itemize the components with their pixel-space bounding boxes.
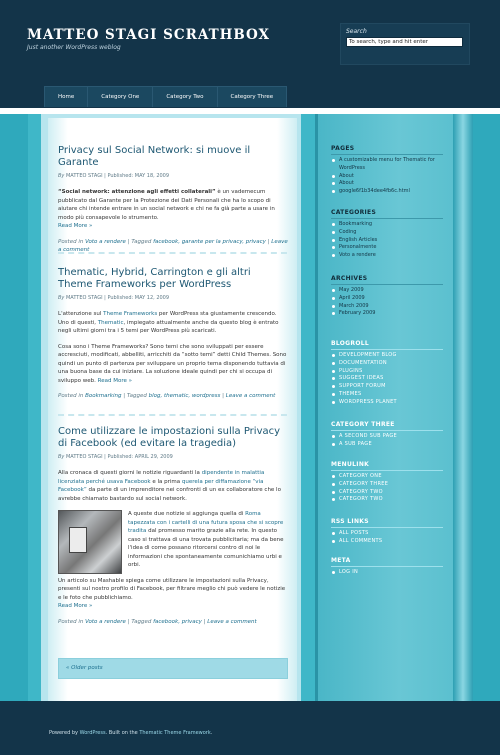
bg-stripe <box>28 114 41 701</box>
read-more-link[interactable]: Read More » <box>58 223 93 229</box>
sidebar-item[interactable]: April 2009 <box>331 295 443 303</box>
leave-comment-link[interactable]: Leave a comment <box>225 393 276 399</box>
sidebar-item[interactable]: Personalmente <box>331 244 443 252</box>
sidebar-item[interactable]: LOG IN <box>331 569 443 577</box>
category-link[interactable]: Voto a rendere <box>85 618 126 625</box>
older-posts-link[interactable]: « Older posts <box>66 665 103 671</box>
read-more-link[interactable]: Read More » <box>58 603 93 609</box>
post <box>58 426 288 626</box>
inline-link[interactable]: Thematic <box>97 319 124 326</box>
sidebar-item[interactable]: Coding <box>331 229 443 237</box>
sidebar-item[interactable]: CATEGORY THREE <box>331 481 443 489</box>
widget-title: RSS LINKS <box>331 518 369 525</box>
sidebar-item[interactable]: SUPPORT FORUM <box>331 383 443 391</box>
sidebar <box>318 114 453 701</box>
footer-credit: Powered by WordPress. Built on the Thematic Theme Framework. <box>49 730 213 736</box>
bg-stripe <box>301 114 315 701</box>
post-meta: By MATTEO STAGI | Published: APRIL 29, 2009 <box>58 454 173 460</box>
categories-list <box>331 221 443 260</box>
sidebar-item[interactable]: A customizable menu for Thematic for WordPress <box>331 157 443 173</box>
meta-list <box>331 569 443 577</box>
sidebar-item[interactable]: CATEGORY ONE <box>331 473 443 481</box>
sidebar-item[interactable]: google6f1b34dee4fb6c.html <box>331 188 443 196</box>
bg-stripe <box>0 114 28 701</box>
inline-link[interactable]: querela per diffamazione “via Facebook” <box>58 478 264 493</box>
widget-rule <box>331 566 443 567</box>
widget-pages <box>331 145 443 196</box>
widget-archives <box>331 275 443 318</box>
site-header <box>0 0 500 108</box>
rss-list <box>331 530 443 546</box>
sidebar-item[interactable]: February 2009 <box>331 310 443 318</box>
post-footer: Posted in Voto a rendere | Tagged facebook, garante per la privacy, privacy | Leave a comment <box>58 238 288 253</box>
nav-home[interactable]: Home <box>44 86 87 107</box>
nav-category-two[interactable]: Category Two <box>152 86 216 107</box>
sidebar-item[interactable]: DEVELOPMENT BLOG <box>331 352 443 360</box>
blog-description: Just another WordPress weblog <box>27 44 121 51</box>
menulink-list <box>331 473 443 504</box>
tag-links[interactable]: facebook, privacy <box>153 618 202 625</box>
blog-title[interactable]: MATTEO STAGI SCRATHBOX <box>27 27 271 43</box>
widget-title: META <box>331 557 351 564</box>
sidebar-item[interactable]: THEMES <box>331 391 443 399</box>
widget-title: MENULINK <box>331 461 370 468</box>
sidebar-item[interactable]: About <box>331 173 443 181</box>
thematic-link[interactable]: Thematic Theme Framework <box>139 730 211 736</box>
sidebar-item[interactable]: ALL POSTS <box>331 530 443 538</box>
pages-list <box>331 157 443 196</box>
sidebar-item[interactable]: CATEGORY TWO <box>331 489 443 497</box>
sidebar-item[interactable]: Voto a rendere <box>331 252 443 260</box>
leave-comment-link[interactable]: Leave a comment <box>58 238 288 253</box>
sidebar-item[interactable]: Bookmarking <box>331 221 443 229</box>
search-label: Search <box>346 28 367 35</box>
sidebar-item[interactable]: PLUGINS <box>331 368 443 376</box>
post-title[interactable]: Come utilizzare le impostazioni sulla Privacy di Facebook (ed evitare la tragedia) <box>58 426 281 449</box>
post-divider <box>58 414 287 416</box>
post-meta: By MATTEO STAGI | Published: MAY 18, 2009 <box>58 173 170 179</box>
tag-links[interactable]: facebook, garante per la privacy, privacy <box>153 238 266 245</box>
search-widget <box>340 23 470 65</box>
sidebar-item[interactable]: ALL COMMENTS <box>331 538 443 546</box>
post-footer: Posted in Voto a rendere | Tagged facebook, privacy | Leave a comment <box>58 618 257 625</box>
bg-stripe <box>453 114 473 701</box>
widget-categories <box>331 209 443 260</box>
site-footer <box>0 701 500 755</box>
inline-link[interactable]: Theme Frameworks <box>103 311 158 317</box>
inline-link[interactable]: Roma tapezzata con i cartelli di una futura sposa che si scopre tradita <box>128 511 284 534</box>
category-three-list <box>331 433 443 449</box>
sidebar-item[interactable]: DOCUMENTATION <box>331 360 443 368</box>
widget-rule <box>331 349 443 350</box>
leave-comment-link[interactable]: Leave a comment <box>207 618 257 625</box>
sidebar-item[interactable]: A SUB PAGE <box>331 441 443 449</box>
sidebar-item[interactable]: May 2009 <box>331 287 443 295</box>
widget-rss-links <box>331 518 443 546</box>
post-body: L'attenzione sul Theme Frameworks per WordPress sta giustamente crescendo. Uno di questi, Thematic, impiegato attualmente anche da questo blog è entrato negli ultimi giorni tra i 5 temi per WordPress più scaricati. Cosa sono i Theme Frameworks? Sono temi che sono sviluppati per essere accresciuti, modificati, abbelliti, arricchiti da “sotto temi” detti Child Themes. Sono quindi un punto di partenza per sviluppare un proprio tema disponendo tuttavia di una buona base da cui iniziare. La soluzione ideale quindi per chi si occupa di sviluppo web. Read More » <box>58 311 287 384</box>
post-divider <box>58 252 287 254</box>
sidebar-item[interactable]: CATEGORY TWO <box>331 496 443 504</box>
search-input[interactable]: To search, type and hit enter <box>346 37 463 47</box>
post-footer: Posted in Bookmarking | Tagged blog, thematic, wordpress | Leave a comment <box>58 393 276 399</box>
widget-meta <box>331 557 443 577</box>
post-title[interactable]: Thematic, Hybrid, Carrington e gli altri Theme Frameworks per WordPress <box>58 267 251 290</box>
category-link[interactable]: Voto a rendere <box>85 238 126 245</box>
widget-rule <box>331 527 443 528</box>
widget-rule <box>331 430 443 431</box>
bg-stripe <box>473 114 500 701</box>
post <box>58 145 288 254</box>
sidebar-item[interactable]: English Articles <box>331 237 443 245</box>
widget-title: BLOGROLL <box>331 340 369 347</box>
wordpress-link[interactable]: WordPress <box>79 730 106 736</box>
widget-rule <box>331 284 443 285</box>
content-column <box>48 118 297 701</box>
widget-title: CATEGORIES <box>331 209 377 216</box>
pagination <box>58 658 288 679</box>
widget-rule <box>331 154 443 155</box>
sidebar-item[interactable]: WORDPRESS PLANET <box>331 399 443 407</box>
blogroll-list <box>331 352 443 407</box>
widget-title: CATEGORY THREE <box>331 421 395 428</box>
widget-blogroll <box>331 340 443 407</box>
sidebar-item[interactable]: About <box>331 180 443 188</box>
widget-title: PAGES <box>331 145 355 152</box>
category-link[interactable]: Bookmarking <box>85 393 122 399</box>
post-meta: By MATTEO STAGI | Published: MAY 12, 2009 <box>58 295 170 301</box>
widget-category-three <box>331 421 443 449</box>
post-body: “Social network: attenzione agli effetti collaterali” è un vademecum pubblicato dal Garante per la Protezione dei Dati Personali che ha lo scopo di aiutare chi intende entrare in un social network e chi ne fa già parte a usare in modo più consapevole lo strumento. Read More » <box>58 189 275 229</box>
widget-title: ARCHIVES <box>331 275 368 282</box>
main-nav <box>44 86 287 107</box>
inline-link[interactable]: dipendente in malattia licenziata perché usava Facebook <box>58 470 265 485</box>
post-body: Alla cronaca di questi giorni le notizie riguardanti la dipendente in malattia licenziata perché usava Facebook e la prima querela per diffamazione “via Facebook” da parte di un imprenditore nei confronti di un ex collaboratore che lo avrebbe chiamato bastardo sul social network. A queste due notizie si aggiunga quella di Roma tapezzata con i cartelli di una futura sposa che si scopre tradita dal promesso marito grazie alla rete. In questo caso si trattava di una trovata pubblicitaria; ma da bene l'idea di come possano ritorcersi contro di noi le informazioni che spontaneamente comunichiamo urbi e orbi. Un articolo su Mashable spiega come utilizzare le impostazioni sulla Privacy, presenti sul nostro profilo di Facebook, per filtrare meglio chi può vedere le notizie e le foto che pubblichiamo. Read More » <box>58 470 286 609</box>
sidebar-item[interactable]: A SECOND SUB PAGE <box>331 433 443 441</box>
sidebar-item[interactable]: March 2009 <box>331 303 443 311</box>
nav-category-one[interactable]: Category One <box>87 86 152 107</box>
post <box>58 267 288 400</box>
sidebar-item[interactable]: SUGGEST IDEAS <box>331 375 443 383</box>
widget-rule <box>331 470 443 471</box>
archives-list <box>331 287 443 318</box>
tag-links[interactable]: blog, thematic, wordpress <box>148 393 221 399</box>
post-title[interactable]: Privacy sul Social Network: si muove il Garante <box>58 145 251 168</box>
post-photo[interactable] <box>58 510 122 574</box>
widget-rule <box>331 218 443 219</box>
widget-menulink <box>331 461 443 504</box>
nav-category-three[interactable]: Category Three <box>217 86 288 107</box>
read-more-link[interactable]: Read More » <box>97 377 132 384</box>
